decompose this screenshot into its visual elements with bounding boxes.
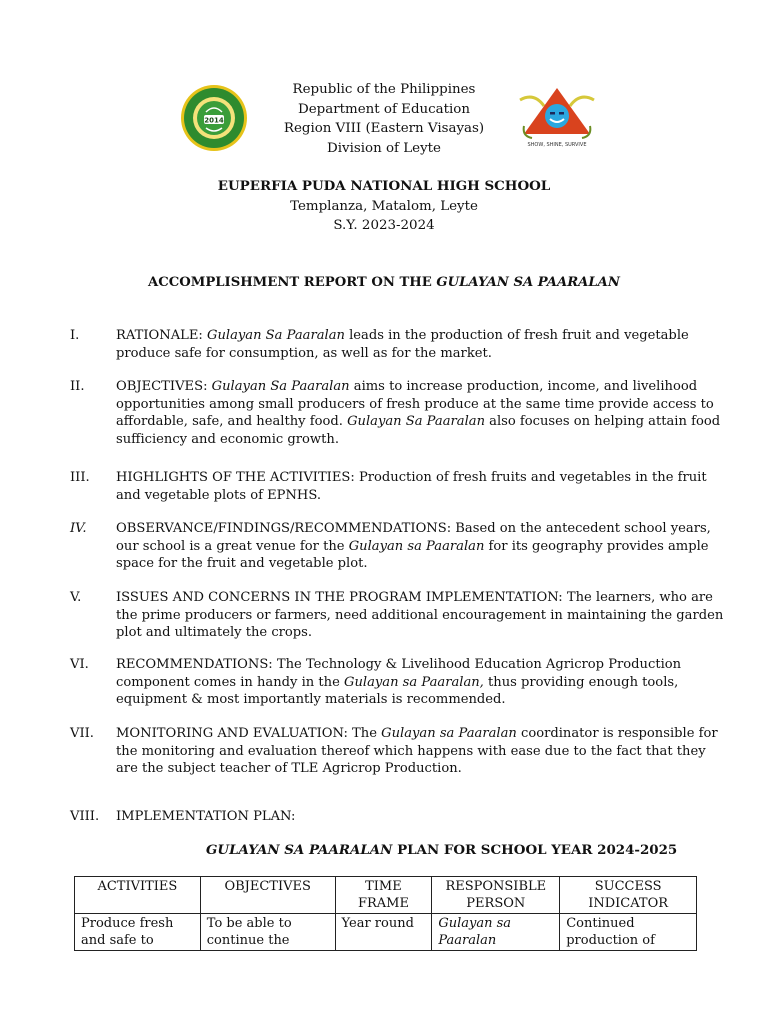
- emblem-motto: SHOW, SHINE, SURVIVE: [527, 142, 587, 148]
- school-year: S.Y. 2023-2024: [333, 218, 435, 233]
- letterhead: [0, 80, 768, 158]
- section-number: VII.: [70, 726, 94, 741]
- column-header: OBJECTIVES: [200, 877, 335, 914]
- plan-title: [206, 842, 677, 858]
- school-name: EUPERFIA PUDA NATIONAL HIGH SCHOOL: [217, 178, 551, 194]
- section-text-run: RECOMMENDATIONS: The Technology & Livelihood Education Agricrop Production component comes in handy in the: [116, 657, 682, 690]
- section-text: [116, 589, 726, 642]
- implementation-plan-table: [74, 876, 697, 951]
- table-cell: To be able to continue the: [200, 914, 335, 951]
- section-text: [116, 378, 726, 448]
- report-section: [70, 520, 726, 573]
- school-address: Templanza, Matalom, Leyte: [290, 198, 478, 214]
- letterhead-line: Department of Education: [298, 101, 470, 117]
- letterhead-line: Division of Leyte: [327, 140, 441, 156]
- section-text-run: leads in the production of fresh fruit and vegetable produce safe for consumption, as well as for the market.: [116, 328, 689, 361]
- section-number: III.: [70, 470, 90, 485]
- report-section: [70, 589, 726, 642]
- table-cell: Continued production of: [560, 914, 697, 951]
- section-text: [116, 327, 726, 362]
- section-number: II.: [70, 379, 85, 394]
- program-name: Gulayan Sa Paaralan: [206, 328, 345, 343]
- section-text: [116, 656, 726, 709]
- section-text: [116, 808, 726, 826]
- section-text-run: also focuses on helping attain food sufficiency and economic growth.: [116, 414, 721, 447]
- report-section: [70, 656, 726, 709]
- report-section: [70, 469, 726, 504]
- program-name: Gulayan Sa Paaralan: [347, 414, 486, 429]
- section-text-run: coordinator is responsible for the monitoring and evaluation thereof which happens with ease due to the fact that they are the subject teacher of TLE Agricrop Production.: [116, 726, 718, 776]
- table-cell: Year round: [335, 914, 432, 951]
- section-number: V.: [70, 590, 82, 605]
- letterhead-line: Region VIII (Eastern Visayas): [283, 121, 485, 136]
- report-title-prefix: ACCOMPLISHMENT REPORT ON THE: [148, 275, 432, 290]
- program-name: Gulayan sa Paaralan,: [343, 674, 484, 690]
- section-number: VIII.: [70, 809, 100, 824]
- program-name: Gulayan sa Paaralan: [381, 726, 517, 741]
- section-text-run: aims to increase production, income, and livelihood opportunities among small producers of fresh produce at the same time provide access to affordable, safe, and healthy food.: [116, 379, 714, 429]
- plan-title-rest: PLAN FOR SCHOOL YEAR 2024-2025: [392, 842, 678, 858]
- letterhead-line: Republic of the Philippines: [292, 82, 476, 97]
- section-number: IV.: [70, 521, 87, 536]
- section-number: VI.: [70, 657, 89, 672]
- plan-title-program: GULAYAN SA PAARALAN: [206, 842, 393, 858]
- column-header: ACTIVITIES: [75, 877, 201, 914]
- table-header-row: [75, 877, 697, 914]
- table-cell: Produce fresh and safe to: [75, 914, 201, 951]
- section-text-run: RATIONALE:: [116, 328, 207, 343]
- school-header: [0, 177, 768, 236]
- report-section: [70, 808, 726, 826]
- section-text: [116, 725, 726, 778]
- section-text-run: ISSUES AND CONCERNS IN THE PROGRAM IMPLEMENTATION: The learners, who are the prime producers or farmers, need additional encouragement in maintaining the garden plot and ultimately the crops.: [116, 590, 724, 640]
- report-section: [70, 725, 726, 778]
- column-header: RESPONSIBLE PERSON: [432, 877, 560, 914]
- table-cell: Gulayan sa Paaralan: [432, 914, 560, 951]
- table-row: [75, 914, 697, 951]
- program-name: Gulayan Sa Paaralan: [211, 379, 350, 394]
- section-text: [116, 469, 726, 504]
- section-text-run: MONITORING AND EVALUATION: The: [116, 726, 382, 741]
- report-section: [70, 378, 726, 448]
- column-header: TIME FRAME: [335, 877, 432, 914]
- section-number: I.: [70, 328, 80, 343]
- seal-year: 2014: [204, 116, 224, 125]
- section-text-run: OBJECTIVES:: [116, 379, 212, 394]
- report-title-program: GULAYAN SA PAARALAN: [436, 275, 620, 290]
- section-text-run: for its geography provides ample space for the fruit and vegetable plot.: [116, 538, 709, 571]
- column-header: SUCCESS INDICATOR: [560, 877, 697, 914]
- section-text: [116, 520, 726, 573]
- section-text-run: HIGHLIGHTS OF THE ACTIVITIES: Production of fresh fruits and vegetables in the fruit and vegetable plots of EPNHS.: [116, 470, 707, 503]
- program-name: Gulayan sa Paaralan: [348, 538, 485, 554]
- report-section: [70, 327, 726, 362]
- section-text-run: OBSERVANCE/FINDINGS/RECOMMENDATIONS: Based on the antecedent school years, our school is a great venue for the: [116, 521, 711, 554]
- section-text-run: thus providing enough tools, equipment & most importantly materials is recommended.: [116, 674, 679, 707]
- section-text-run: IMPLEMENTATION PLAN:: [116, 809, 296, 824]
- report-title: [0, 275, 768, 290]
